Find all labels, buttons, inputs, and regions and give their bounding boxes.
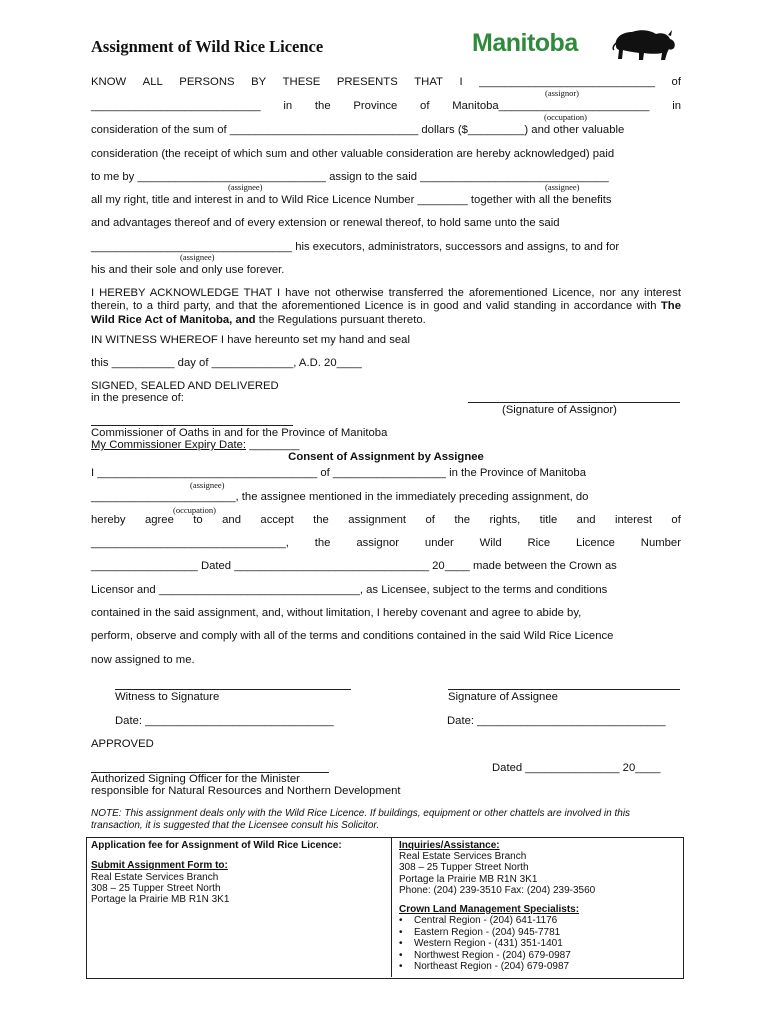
consent-line-6: Licensor and ________________________________, as Licensee, subject to the terms and conditions <box>91 584 608 596</box>
region-item: • Eastern Region - (204) 945-7781 <box>392 927 571 939</box>
consent-line-8: perform, observe and comply with all of the terms and conditions contained in the said Wild Rice Licence <box>91 630 614 642</box>
word: KNOW <box>91 76 127 88</box>
assignor-signature-line[interactable] <box>468 402 680 403</box>
ack-text-2: the Regulations pursuant thereto. <box>255 313 426 326</box>
consent-heading: Consent of Assignment by Assignee <box>288 451 484 463</box>
ack-and: and <box>232 313 256 326</box>
assignee-caption: (assignee) <box>180 252 215 262</box>
witness-whereof: IN WITNESS WHEREOF I have hereunto set my hand and seal <box>91 334 410 346</box>
word: rights, <box>489 514 521 526</box>
occupation-caption: (occupation) <box>544 112 587 122</box>
approved-dated[interactable]: Dated _______________ 20____ <box>492 762 661 774</box>
expiry-blank[interactable]: ________ <box>249 439 300 451</box>
word: of <box>671 514 681 526</box>
submit-line: Portage la Prairie MB R1N 3K1 <box>91 894 230 905</box>
word: interest <box>614 514 652 526</box>
word: Wild <box>479 537 502 549</box>
word: Licence <box>575 537 615 549</box>
assignee-date[interactable]: Date: ______________________________ <box>447 715 666 727</box>
specialists-heading: Crown Land Management Specialists: <box>399 904 580 915</box>
acknowledgement-paragraph <box>91 287 681 327</box>
to-me-by-line: to me by ______________________________ assign to the said ______________________________ <box>91 171 609 183</box>
word: in <box>672 100 681 112</box>
word: the <box>314 100 331 112</box>
fee-label: Application fee for Assignment of Wild Rice Licence: <box>91 840 342 851</box>
receipt-line: consideration (the receipt of which sum and other valuable consideration are hereby acknowledged) paid <box>91 148 615 160</box>
consent-line-2: _______________________, the assignee mentioned in the immediately preceding assignment, do <box>91 491 589 503</box>
officer-line-2: responsible for Natural Resources and Northern Development <box>91 785 401 797</box>
manitoba-logo <box>472 26 682 62</box>
assignee-signature-line[interactable] <box>448 689 680 690</box>
word: of <box>420 100 430 112</box>
ack-text: I HEREBY ACKNOWLEDGE THAT I have not otherwise transferred the aforementioned Licence, nor any interest therein, to a third party, and that the aforementioned Licence is in good and valid standing in accordance with <box>91 287 681 313</box>
word: the <box>314 537 331 549</box>
signature-of-assignor: (Signature of Assignor) <box>502 404 617 416</box>
signature-of-assignee: Signature of Assignee <box>448 691 558 703</box>
region-item: • Western Region - (431) 351-1401 <box>392 938 571 950</box>
word: THESE <box>282 76 321 88</box>
witness-date[interactable]: Date: ______________________________ <box>115 715 334 727</box>
occupation-caption: (occupation) <box>173 505 216 515</box>
word: Number <box>640 537 681 549</box>
word: PERSONS <box>179 76 235 88</box>
executors-line: ________________________________ his executors, administrators, successors and assigns, to and for <box>91 241 620 253</box>
region-list <box>392 915 571 973</box>
word: assignment <box>348 514 407 526</box>
word: THAT <box>414 76 443 88</box>
region-item: • Northeast Region - (204) 679-0987 <box>392 961 571 973</box>
consent-line-7: contained in the said assignment, and, without limitation, I hereby covenant and agree to abide by, <box>91 607 582 619</box>
approved-label: APPROVED <box>91 738 154 750</box>
right-title-line: all my right, title and interest in and to Wild Rice Licence Number ________ together with all the benefits <box>91 194 612 206</box>
assignor-blank[interactable]: ____________________________ <box>479 76 656 88</box>
word: of <box>425 514 435 526</box>
logo-text: Manitoba <box>472 29 578 57</box>
word: the <box>454 514 471 526</box>
inquiries-line: Real Estate Services Branch <box>399 851 527 862</box>
expiry-label: My Commissioner Expiry Date: <box>91 439 247 451</box>
province-line <box>91 100 681 113</box>
word: Province <box>353 100 398 112</box>
word: under <box>424 537 454 549</box>
consideration-line: consideration of the sum of ______________________________ dollars ($_________) and other valuable <box>91 124 625 136</box>
word: the <box>313 514 329 526</box>
consent-line-3 <box>91 514 681 527</box>
signed-sealed: SIGNED, SEALED AND DELIVERED <box>91 380 279 392</box>
inquiries-heading: Inquiries/Assistance: <box>399 840 500 851</box>
page-title: Assignment of Wild Rice Licence <box>91 37 324 56</box>
phone-fax: Phone: (204) 239-3510 Fax: (204) 239-3560 <box>399 885 596 896</box>
consent-line-1: I ___________________________________ of __________________ in the Province of Manitoba <box>91 467 587 479</box>
assignor-caption: (assignor) <box>545 88 579 98</box>
assignor-blank[interactable]: _______________________________, <box>91 537 289 549</box>
word: BY <box>251 76 267 88</box>
note-text: NOTE: This assignment deals only with the Wild Rice Licence. If buildings, equipment or other chattels are involved in this transaction, it is suggested that the Licensee consult his Solicitor. <box>91 808 631 831</box>
word: ALL <box>142 76 163 88</box>
officer-line-1: Authorized Signing Officer for the Minister <box>91 773 300 785</box>
occupation-blank[interactable]: Manitoba________________________ <box>452 100 650 112</box>
sole-use-line: his and their sole and only use forever. <box>91 264 285 276</box>
region-item: • Central Region - (204) 641-1176 <box>392 915 571 927</box>
word: and <box>576 514 596 526</box>
witness-to-signature: Witness to Signature <box>115 691 220 703</box>
word: accept <box>260 514 294 526</box>
word: hereby <box>91 514 126 526</box>
word: in <box>283 100 293 112</box>
submit-heading: Submit Assignment Form to: <box>91 860 228 871</box>
commissioner-text: Commissioner of Oaths in and for the Province of Manitoba <box>91 427 388 439</box>
consent-line-5: _________________ Dated _______________________________ 20____ made between the Crown as <box>91 560 617 572</box>
word: PRESENTS <box>336 76 398 88</box>
word: assignor <box>356 537 400 549</box>
word: Rice <box>527 537 551 549</box>
advantages-line: and advantages thereof and of every extension or renewal thereof, to hold same unto the said <box>91 217 560 229</box>
consent-line-9: now assigned to me. <box>91 654 195 666</box>
word: title <box>539 514 558 526</box>
assignee-caption: (assignee) <box>190 480 225 490</box>
word: to <box>193 514 203 526</box>
word: agree <box>144 514 174 526</box>
submit-line: Real Estate Services Branch <box>91 872 219 883</box>
inquiries-line: Portage la Prairie MB R1N 3K1 <box>399 874 538 885</box>
word: of <box>671 76 681 88</box>
this-day-line: this __________ day of _____________, A.D. 20____ <box>91 357 362 369</box>
word: and <box>222 514 241 526</box>
consent-line-4 <box>91 537 681 550</box>
know-all-persons-line <box>91 76 681 89</box>
act-name: The Wild Rice Act of Manitoba, <box>91 300 681 326</box>
presence-of: in the presence of: <box>91 392 184 404</box>
inquiries-line: 308 – 25 Tupper Street North <box>399 862 529 873</box>
assignee-caption: (assignee) <box>228 182 263 192</box>
info-box <box>86 837 684 979</box>
word: I <box>459 76 463 88</box>
region-item: • Northwest Region - (204) 679-0987 <box>392 950 571 962</box>
assignee-caption: (assignee) <box>545 182 580 192</box>
commissioner-signature-line[interactable] <box>91 425 293 426</box>
witness-signature-line[interactable] <box>115 689 351 690</box>
submit-line: 308 – 25 Tupper Street North <box>91 883 221 894</box>
bison-icon <box>610 26 678 62</box>
address-blank[interactable]: ___________________________ <box>91 100 261 112</box>
